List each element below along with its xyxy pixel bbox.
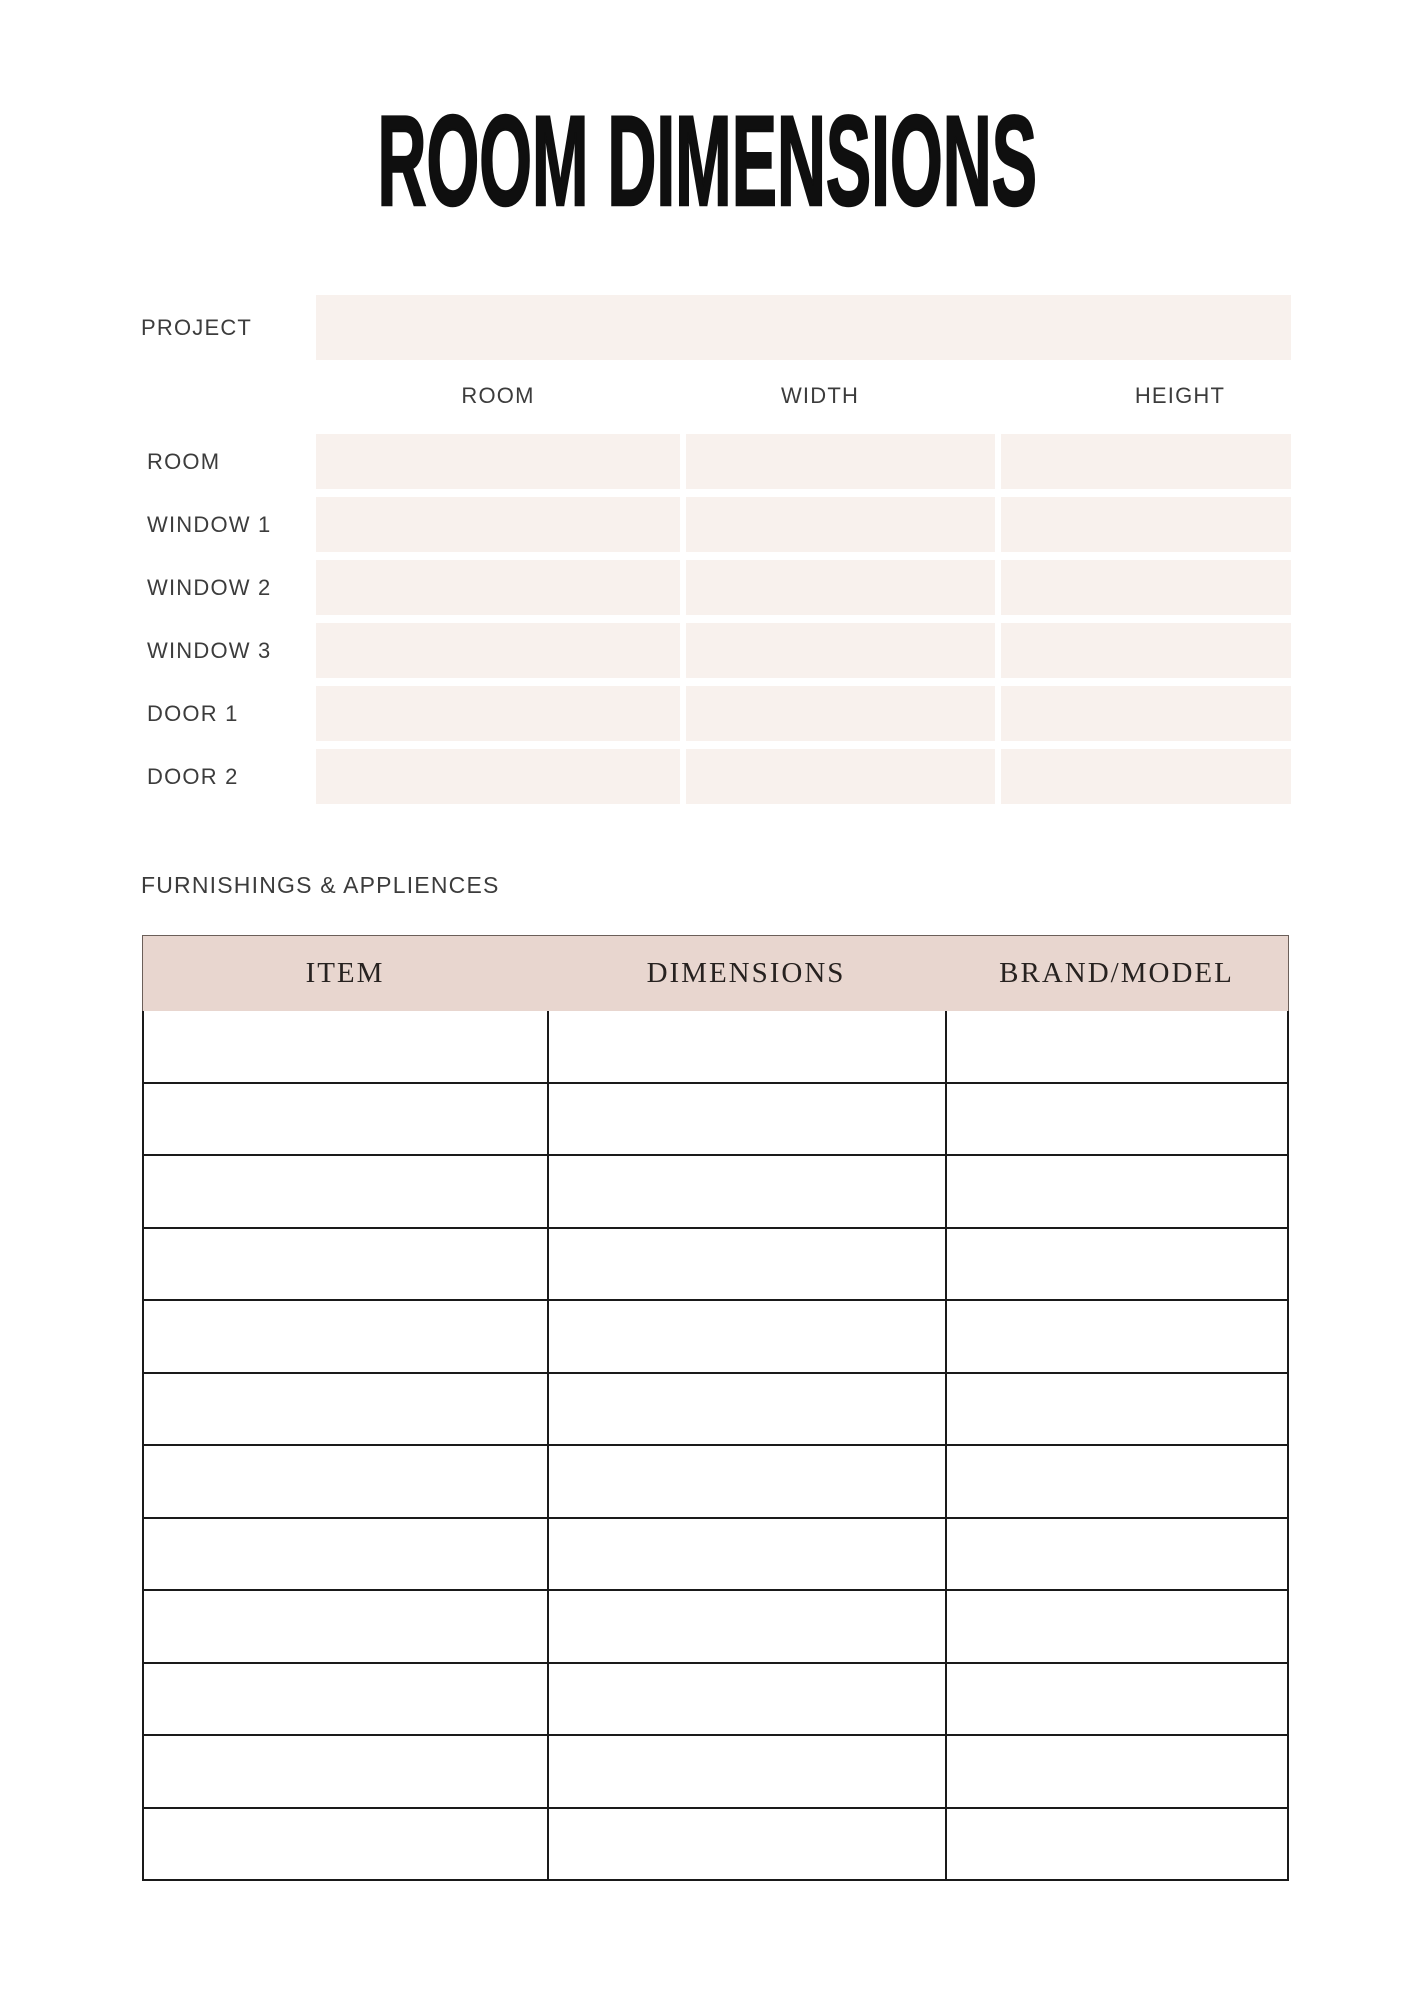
dimension-input-cell[interactable] <box>316 749 680 804</box>
dimension-input-cell[interactable] <box>316 434 680 489</box>
furnishings-row <box>144 1011 1287 1084</box>
dimension-input-cell[interactable] <box>1001 623 1291 678</box>
dimension-row <box>141 749 1291 804</box>
furnishings-input-cell[interactable] <box>945 1736 1287 1807</box>
dimension-input-cell[interactable] <box>1001 497 1291 552</box>
furnishings-input-cell[interactable] <box>945 1301 1287 1372</box>
furnishings-input-cell[interactable] <box>945 1084 1287 1155</box>
furnishings-input-cell[interactable] <box>144 1809 547 1880</box>
dimension-input-cell[interactable] <box>1001 434 1291 489</box>
furnishings-input-cell[interactable] <box>144 1229 547 1300</box>
furnishings-input-cell[interactable] <box>547 1084 945 1155</box>
column-header-dimensions: DIMENSIONS <box>646 957 846 989</box>
project-label: PROJECT <box>141 314 253 340</box>
title-wrap <box>0 90 1414 233</box>
furnishings-input-cell[interactable] <box>547 1301 945 1372</box>
dimension-input-cell[interactable] <box>686 560 995 615</box>
column-header-height: HEIGHT <box>1134 383 1226 408</box>
furnishings-input-cell[interactable] <box>144 1591 547 1662</box>
furnishings-row <box>144 1084 1287 1157</box>
column-header-item: ITEM <box>305 957 385 989</box>
project-row <box>141 295 1291 360</box>
furnishings-row <box>144 1519 1287 1592</box>
dimension-row-label: ROOM <box>147 448 221 474</box>
furnishings-input-cell[interactable] <box>945 1156 1287 1227</box>
page-title: ROOM DIMENSIONS <box>377 90 1037 233</box>
dimension-row-label: WINDOW 1 <box>147 511 272 537</box>
furnishings-row <box>144 1374 1287 1447</box>
column-header-room: ROOM <box>461 383 535 408</box>
furnishings-input-cell[interactable] <box>547 1809 945 1880</box>
furnishings-input-cell[interactable] <box>945 1519 1287 1590</box>
dimension-row <box>141 623 1291 678</box>
dimension-input-cell[interactable] <box>686 434 995 489</box>
dimension-input-cell[interactable] <box>686 623 995 678</box>
furnishings-input-cell[interactable] <box>945 1446 1287 1517</box>
dimension-input-cell[interactable] <box>1001 749 1291 804</box>
furnishings-row <box>144 1809 1287 1882</box>
furnishings-input-cell[interactable] <box>945 1664 1287 1735</box>
furnishings-row <box>144 1446 1287 1519</box>
dimension-input-cell[interactable] <box>686 497 995 552</box>
furnishings-input-cell[interactable] <box>547 1156 945 1227</box>
dimension-input-cell[interactable] <box>1001 686 1291 741</box>
furnishings-input-cell[interactable] <box>144 1156 547 1227</box>
dimension-input-cell[interactable] <box>1001 560 1291 615</box>
dimension-input-cell[interactable] <box>316 623 680 678</box>
furnishings-input-cell[interactable] <box>547 1229 945 1300</box>
dimension-row <box>141 434 1291 489</box>
furnishings-input-cell[interactable] <box>144 1301 547 1372</box>
furnishings-row <box>144 1591 1287 1664</box>
furnishings-input-cell[interactable] <box>144 1011 547 1082</box>
dimension-input-cell[interactable] <box>686 686 995 741</box>
furnishings-input-cell[interactable] <box>144 1664 547 1735</box>
column-header-brand-model: BRAND/MODEL <box>999 957 1234 989</box>
furnishings-input-cell[interactable] <box>144 1374 547 1445</box>
furnishings-row <box>144 1156 1287 1229</box>
furnishings-section-label: FURNISHINGS & APPLIENCES <box>141 872 500 898</box>
furnishings-input-cell[interactable] <box>144 1736 547 1807</box>
dimension-input-cell[interactable] <box>316 560 680 615</box>
dimension-row <box>141 497 1291 552</box>
furnishings-row <box>144 1664 1287 1737</box>
dimension-table <box>141 434 1291 812</box>
furnishings-header-row <box>142 935 1289 1011</box>
furnishings-input-cell[interactable] <box>945 1809 1287 1880</box>
furnishings-input-cell[interactable] <box>547 1374 945 1445</box>
column-header-width: WIDTH <box>780 383 860 408</box>
furnishings-row <box>144 1301 1287 1374</box>
dimension-row-label: WINDOW 3 <box>147 637 272 663</box>
dimension-row-label: WINDOW 2 <box>147 574 272 600</box>
furnishings-input-cell[interactable] <box>547 1446 945 1517</box>
dimension-input-cell[interactable] <box>686 749 995 804</box>
dimension-row <box>141 560 1291 615</box>
furnishings-input-cell[interactable] <box>144 1446 547 1517</box>
dimension-row <box>141 686 1291 741</box>
furnishings-input-cell[interactable] <box>547 1736 945 1807</box>
dimension-column-headers <box>0 383 1414 413</box>
furnishings-input-cell[interactable] <box>547 1519 945 1590</box>
furnishings-input-cell[interactable] <box>144 1084 547 1155</box>
furnishings-input-cell[interactable] <box>547 1011 945 1082</box>
furnishings-input-cell[interactable] <box>547 1664 945 1735</box>
furnishings-input-cell[interactable] <box>945 1229 1287 1300</box>
furnishings-input-cell[interactable] <box>945 1011 1287 1082</box>
dimension-row-label: DOOR 1 <box>147 700 239 726</box>
furnishings-table <box>142 935 1289 1881</box>
dimension-input-cell[interactable] <box>316 497 680 552</box>
furnishings-input-cell[interactable] <box>945 1374 1287 1445</box>
furnishings-table-body <box>142 1011 1289 1881</box>
dimension-row-label: DOOR 2 <box>147 763 239 789</box>
furnishings-row <box>144 1736 1287 1809</box>
dimension-input-cell[interactable] <box>316 686 680 741</box>
project-input-field[interactable] <box>316 295 1291 360</box>
furnishings-row <box>144 1229 1287 1302</box>
furnishings-input-cell[interactable] <box>945 1591 1287 1662</box>
furnishings-input-cell[interactable] <box>547 1591 945 1662</box>
furnishings-input-cell[interactable] <box>144 1519 547 1590</box>
